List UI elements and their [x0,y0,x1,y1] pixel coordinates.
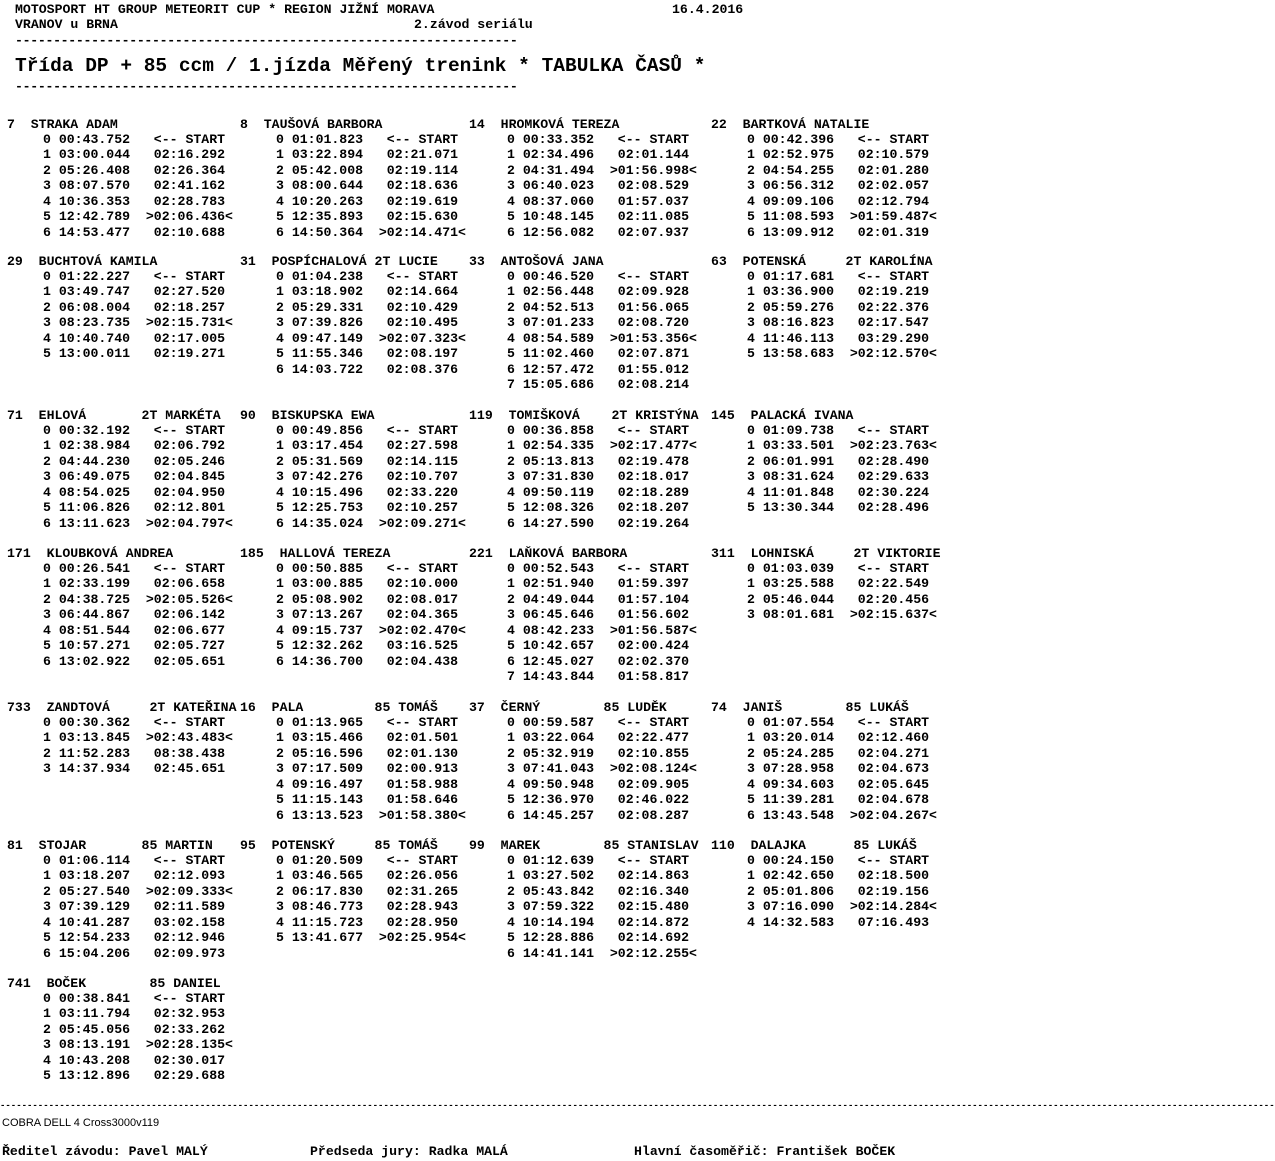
lap-row: 5 13:12.896 02:29.688 [43,1068,226,1084]
lap-row: 1 03:33.501 >02:23.763< [747,438,937,454]
lap-row: 0 00:38.841 <-- START [43,991,226,1006]
lap-row: 1 03:11.794 02:32.953 [43,1006,226,1022]
lap-row: 0 00:42.396 <-- START [747,132,930,147]
lap-row: 5 12:25.753 02:10.257 [276,500,459,516]
rider-header: 74 JANIŠ 85 LUKÁŠ [711,700,909,715]
rider-header: 95 POTENSKÝ 85 TOMÁŠ [240,838,438,853]
lap-row: 2 06:17.830 02:31.265 [276,883,459,899]
lap-row: 5 12:54.233 02:12.946 [43,930,226,946]
lap-row: 5 11:39.281 02:04.678 [747,792,930,808]
rider-header: 31 POSPÍCHALOVÁ 2T LUCIE [240,254,438,269]
rider-header: 733 ZANDTOVÁ 2T KATEŘINA [7,700,237,715]
lap-row: 2 05:45.056 02:33.262 [43,1021,226,1037]
lap-row: 6 14:36.700 02:04.438 [276,653,459,669]
lap-row: 4 08:42.233 >01:56.587< [507,622,697,638]
rider-header: 37 ČERNÝ 85 LUDĚK [469,700,667,715]
lap-row: 4 10:40.740 02:17.005 [43,330,226,346]
lap-row: 4 10:36.353 02:28.783 [43,193,226,209]
lap-row: 3 08:01.681 >02:15.637< [747,607,937,623]
lap-row: 0 00:52.543 <-- START [507,561,690,576]
lap-row: 0 01:01.823 <-- START [276,132,459,147]
lap-row: 1 02:51.940 01:59.397 [507,576,690,592]
rider-header: 90 BISKUPSKA EWA [240,408,375,423]
lap-row: 2 11:52.283 08:38.438 [43,745,226,761]
lap-row: 4 11:01.848 02:30.224 [747,484,930,500]
lap-row: 2 05:32.919 02:10.855 [507,745,690,761]
lap-row: 6 12:45.027 02:02.370 [507,653,690,669]
lap-row: 1 03:49.747 02:27.520 [43,284,226,300]
lap-row: 5 10:48.145 02:11.085 [507,209,690,225]
rider-header: 14 HROMKOVÁ TEREZA [469,117,620,132]
lap-row: 0 01:07.554 <-- START [747,715,930,730]
lap-row: 5 11:55.346 02:08.197 [276,346,459,362]
lap-row: 2 06:08.004 02:18.257 [43,299,226,315]
lap-row: 0 00:32.192 <-- START [43,423,226,438]
lap-row: 5 12:35.893 02:15.630 [276,209,459,225]
lap-row: 4 08:51.544 02:06.677 [43,622,226,638]
lap-row: 2 04:52.513 01:56.065 [507,299,690,315]
jury-chairman: Předseda jury: Radka MALÁ [310,1144,508,1159]
lap-row: 4 09:15.737 >02:02.470< [276,622,466,638]
lap-row: 1 02:42.650 02:18.500 [747,868,930,884]
lap-row: 3 07:42.276 02:10.707 [276,469,459,485]
lap-row: 6 14:50.364 >02:14.471< [276,224,466,240]
rider-header: 33 ANTOŠOVÁ JANA [469,254,604,269]
lap-row: 3 07:28.958 02:04.673 [747,761,930,777]
lap-row: 4 09:09.106 02:12.794 [747,193,930,209]
lap-row: 4 11:15.723 02:28.950 [276,914,459,930]
rider-header: 71 EHLOVÁ 2T MARKÉTA [7,408,221,423]
lap-row: 1 02:52.975 02:10.579 [747,147,930,163]
lap-row: 1 02:33.199 02:06.658 [43,576,226,592]
lap-row: 3 07:39.826 02:10.495 [276,315,459,331]
lap-row: 4 10:20.263 02:19.619 [276,193,459,209]
lap-row: 3 07:01.233 02:08.720 [507,315,690,331]
lap-row: 1 03:46.565 02:26.056 [276,868,459,884]
lap-row: 2 04:44.230 02:05.246 [43,453,226,469]
lap-row: 6 14:27.590 02:19.264 [507,515,690,531]
lap-row: 5 11:15.143 01:58.646 [276,792,459,808]
lap-row: 0 00:24.150 <-- START [747,853,930,868]
lap-row: 3 08:07.570 02:41.162 [43,178,226,194]
lap-row: 2 04:54.255 02:01.280 [747,162,930,178]
lap-row: 4 10:41.287 03:02.158 [43,914,226,930]
lap-row: 6 14:41.141 >02:12.255< [507,945,697,961]
lap-row: 0 00:50.885 <-- START [276,561,459,576]
lap-row: 2 05:59.276 02:22.376 [747,299,930,315]
rider-header: 119 TOMIŠKOVÁ 2T KRISTÝNA [469,408,699,423]
rider-header: 29 BUCHTOVÁ KAMILA [7,254,158,269]
lap-row: 0 01:03.039 <-- START [747,561,930,576]
rider-header: 22 BARTKOVÁ NATALIE [711,117,870,132]
lap-row: 2 05:29.331 02:10.429 [276,299,459,315]
class-title: Třída DP + 85 ccm / 1.jízda Měřený trenink * TABULKA ČASŮ * [15,55,706,77]
lap-row: 0 00:36.858 <-- START [507,423,690,438]
lap-row: 6 13:43.548 >02:04.267< [747,807,937,823]
lap-row: 5 12:32.262 03:16.525 [276,638,459,654]
lap-row: 2 05:01.806 02:19.156 [747,883,930,899]
lap-row: 2 05:42.008 02:19.114 [276,162,459,178]
lap-row: 5 12:36.970 02:46.022 [507,792,690,808]
lap-row: 2 05:16.596 02:01.130 [276,745,459,761]
lap-row: 1 03:18.902 02:14.664 [276,284,459,300]
lap-row: 6 13:13.523 >01:58.380< [276,807,466,823]
lap-row: 1 03:13.845 >02:43.483< [43,730,233,746]
lap-row: 2 06:01.991 02:28.490 [747,453,930,469]
lap-row: 0 01:12.639 <-- START [507,853,690,868]
lap-row: 1 02:56.448 02:09.928 [507,284,690,300]
lap-row: 2 05:08.902 02:08.017 [276,591,459,607]
lap-row: 4 08:54.589 >01:53.356< [507,330,697,346]
lap-row: 4 10:14.194 02:14.872 [507,914,690,930]
lap-row: 6 14:45.257 02:08.287 [507,807,690,823]
lap-row: 3 08:23.735 >02:15.731< [43,315,233,331]
lap-row: 1 03:17.454 02:27.598 [276,438,459,454]
lap-row: 2 05:46.044 02:20.456 [747,591,930,607]
event-round: 2.závod seriálu [414,17,533,32]
lap-row: 5 11:06.826 02:12.801 [43,500,226,516]
lap-row: 2 05:27.540 >02:09.333< [43,883,233,899]
lap-row: 0 00:49.856 <-- START [276,423,459,438]
lap-row: 1 03:18.207 02:12.093 [43,868,226,884]
lap-row: 0 01:22.227 <-- START [43,269,226,284]
lap-row: 6 14:35.024 >02:09.271< [276,515,466,531]
lap-row: 2 04:31.494 >01:56.998< [507,162,697,178]
rider-header: 145 PALACKÁ IVANA [711,408,854,423]
lap-row: 3 07:59.322 02:15.480 [507,899,690,915]
lap-row: 1 02:34.496 02:01.144 [507,147,690,163]
lap-row: 5 12:28.886 02:14.692 [507,930,690,946]
lap-row: 4 10:15.496 02:33.220 [276,484,459,500]
rider-header: 63 POTENSKÁ 2T KAROLÍNA [711,254,933,269]
lap-row: 0 00:43.752 <-- START [43,132,226,147]
event-place: VRANOV u BRNA [15,17,118,32]
lap-row: 5 13:41.677 >02:25.954< [276,930,466,946]
lap-row: 1 03:15.466 02:01.501 [276,730,459,746]
lap-row: 4 08:54.025 02:04.950 [43,484,226,500]
rider-header: 8 TAUŠOVÁ BARBORA [240,117,383,132]
rider-header: 171 KLOUBKOVÁ ANDREA [7,546,174,561]
lap-row: 3 08:13.191 >02:28.135< [43,1037,233,1053]
lap-row: 2 05:13.813 02:19.478 [507,453,690,469]
lap-row: 3 07:41.043 >02:08.124< [507,761,697,777]
lap-row: 1 03:25.588 02:22.549 [747,576,930,592]
lap-row: 0 01:20.509 <-- START [276,853,459,868]
lap-row: 1 03:00.044 02:16.292 [43,147,226,163]
lap-row: 4 10:43.208 02:30.017 [43,1052,226,1068]
lap-row: 6 15:04.206 02:09.973 [43,945,226,961]
lap-row: 4 08:37.060 01:57.037 [507,193,690,209]
rider-header: 81 STOJAR 85 MARTIN [7,838,213,853]
lap-row: 5 11:08.593 >01:59.487< [747,209,937,225]
lap-row: 0 00:33.352 <-- START [507,132,690,147]
event-series-title: MOTOSPORT HT GROUP METEORIT CUP * REGION JIŽNÍ MORAVA [15,2,435,17]
lap-row: 0 01:06.114 <-- START [43,853,226,868]
lap-row: 5 13:00.011 02:19.271 [43,346,226,362]
header-rule-bottom: ------------------------------------------------------------------ [15,79,518,94]
lap-row: 0 01:13.965 <-- START [276,715,459,730]
lap-row: 0 01:04.238 <-- START [276,269,459,284]
lap-row: 3 06:56.312 02:02.057 [747,178,930,194]
timing-system: COBRA DELL 4 Cross3000v119 [2,1117,160,1129]
lap-row: 2 04:49.044 01:57.104 [507,591,690,607]
lap-row: 1 03:36.900 02:19.219 [747,284,930,300]
lap-row: 3 06:40.023 02:08.529 [507,178,690,194]
lap-row: 3 06:49.075 02:04.845 [43,469,226,485]
lap-row: 6 13:09.912 02:01.319 [747,224,930,240]
lap-row: 0 01:09.738 <-- START [747,423,930,438]
lap-row: 5 13:30.344 02:28.496 [747,500,930,516]
lap-row: 4 09:16.497 01:58.988 [276,776,459,792]
lap-row: 5 12:42.789 >02:06.436< [43,209,233,225]
lap-row: 2 05:26.408 02:26.364 [43,162,226,178]
rider-header: 110 DALAJKA 85 LUKÁŠ [711,838,917,853]
lap-row: 6 14:53.477 02:10.688 [43,224,226,240]
lap-row: 3 08:31.624 02:29.633 [747,469,930,485]
lap-row: 6 12:56.082 02:07.937 [507,224,690,240]
lap-row: 5 12:08.326 02:18.207 [507,500,690,516]
lap-row: 3 07:16.090 >02:14.284< [747,899,937,915]
lap-row: 3 08:46.773 02:28.943 [276,899,459,915]
lap-row: 6 12:57.472 01:55.012 [507,361,690,377]
lap-row: 1 03:20.014 02:12.460 [747,730,930,746]
lap-row: 5 10:57.271 02:05.727 [43,638,226,654]
footer-rule: -------------------------------------------------------------------------------------------------------------------------------------------------------------------------------------------------------------------------------------------- [0,1101,1275,1111]
lap-row: 0 01:17.681 <-- START [747,269,930,284]
lap-row: 5 13:58.683 >02:12.570< [747,346,937,362]
header-rule-top: ------------------------------------------------------------------ [15,33,518,48]
lap-row: 3 14:37.934 02:45.651 [43,761,226,777]
lap-row: 4 09:50.119 02:18.289 [507,484,690,500]
lap-row: 7 14:43.844 01:58.817 [507,669,690,685]
lap-row: 2 05:43.842 02:16.340 [507,883,690,899]
lap-row: 1 02:54.335 >02:17.477< [507,438,697,454]
lap-row: 3 07:17.509 02:00.913 [276,761,459,777]
lap-row: 4 09:47.149 >02:07.323< [276,330,466,346]
lap-row: 1 02:38.984 02:06.792 [43,438,226,454]
lap-row: 6 14:03.722 02:08.376 [276,361,459,377]
chief-timekeeper: Hlavní časoměřič: František BOČEK [634,1144,896,1159]
lap-row: 3 07:31.830 02:18.017 [507,469,690,485]
lap-row: 5 10:42.657 02:00.424 [507,638,690,654]
rider-header: 7 STRAKA ADAM [7,117,118,132]
rider-header: 311 LOHNISKÁ 2T VIKTORIE [711,546,941,561]
lap-row: 6 13:02.922 02:05.651 [43,653,226,669]
lap-row: 4 14:32.583 07:16.493 [747,914,930,930]
lap-row: 4 09:34.603 02:05.645 [747,776,930,792]
rider-header: 16 PALA 85 TOMÁŠ [240,700,438,715]
rider-header: 185 HALLOVÁ TEREZA [240,546,391,561]
lap-row: 0 00:46.520 <-- START [507,269,690,284]
rider-header: 741 BOČEK 85 DANIEL [7,976,221,991]
lap-row: 1 03:00.885 02:10.000 [276,576,459,592]
rider-header: 221 LAŇKOVÁ BARBORA [469,546,628,561]
lap-row: 0 00:59.587 <-- START [507,715,690,730]
lap-row: 6 13:11.623 >02:04.797< [43,515,233,531]
lap-row: 5 11:02.460 02:07.871 [507,346,690,362]
lap-row: 3 06:45.646 01:56.602 [507,607,690,623]
race-director: Ředitel závodu: Pavel MALÝ [2,1144,208,1159]
rider-header: 99 MAREK 85 STANISLAV [469,838,699,853]
lap-row: 3 08:16.823 02:17.547 [747,315,930,331]
lap-row: 3 07:13.267 02:04.365 [276,607,459,623]
lap-row: 4 11:46.113 03:29.290 [747,330,930,346]
lap-row: 2 05:31.569 02:14.115 [276,453,459,469]
lap-row: 3 08:00.644 02:18.636 [276,178,459,194]
lap-row: 1 03:22.064 02:22.477 [507,730,690,746]
lap-row: 0 00:30.362 <-- START [43,715,226,730]
lap-row: 7 15:05.686 02:08.214 [507,377,690,393]
event-date: 16.4.2016 [672,2,744,17]
lap-row: 3 06:44.867 02:06.142 [43,607,226,623]
lap-row: 1 03:27.502 02:14.863 [507,868,690,884]
lap-row: 0 00:26.541 <-- START [43,561,226,576]
lap-row: 4 09:50.948 02:09.905 [507,776,690,792]
lap-row: 1 03:22.894 02:21.071 [276,147,459,163]
lap-row: 2 05:24.285 02:04.271 [747,745,930,761]
lap-row: 3 07:39.129 02:11.589 [43,899,226,915]
lap-row: 2 04:38.725 >02:05.526< [43,591,233,607]
